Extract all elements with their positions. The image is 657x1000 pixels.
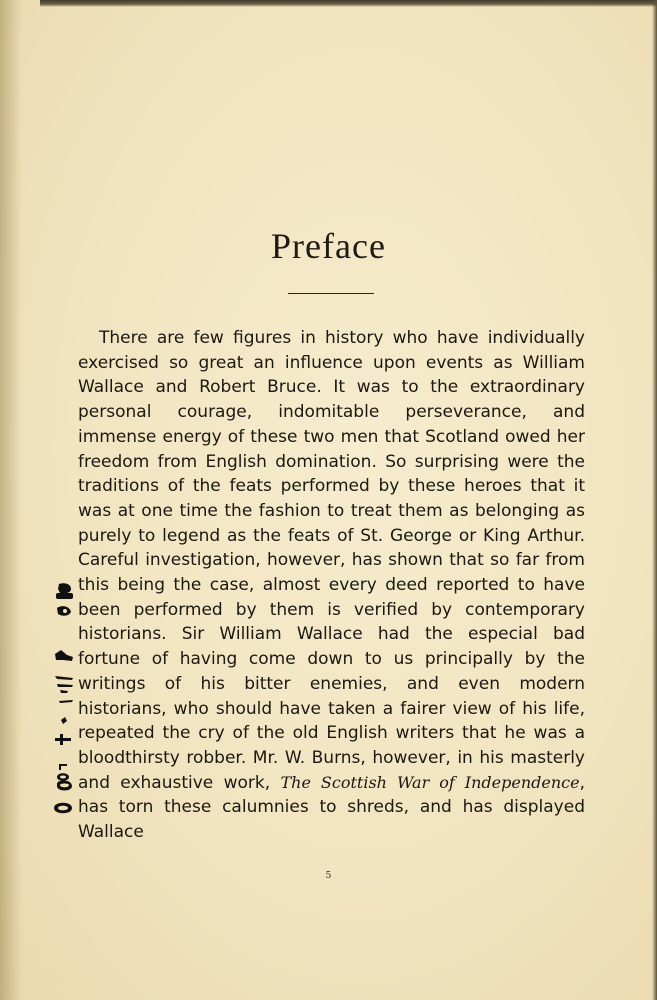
- page-title: Preface: [271, 226, 386, 266]
- preface-paragraph: [78, 326, 585, 845]
- cited-book-title: The Scottish War of Independence: [280, 772, 580, 792]
- page-top-edge: [40, 0, 657, 7]
- library-stamp-marks: [45, 578, 77, 818]
- paragraph-text-end: , has torn these calumnies to shreds, and has displayed Wallace: [78, 772, 585, 843]
- page-right-edge: [652, 0, 657, 1000]
- title-rule: [288, 293, 374, 294]
- page-number: 5: [325, 871, 332, 881]
- paragraph-text-start: There are few figures in history who have individually exercised so great an influence upon events as William Wallace and Robert Bruce. It was to the extraordinary personal courage, indomitable perseverance, and immense energy of these two men that Scotland owed her freedom from English domination. So surprising were the traditions of the feats performed by these heroes that it was at one time the fashion to treat them as belonging as purely to legend as the feats of St. George or King Arthur. Careful investigation, however, has shown that so far from this being the case, almost every deed reported to have been performed by them is verified by contemporary historians. Sir William Wallace had the especial bad fortune of having come down to us principally by the writings of his bitter enemies, and even modern historians, who should have taken a fairer view of his life, repeated the cry of the old English writers that he was a bloodthirsty robber. Mr. W. Burns, however, in his masterly and exhaustive work,: [78, 328, 585, 793]
